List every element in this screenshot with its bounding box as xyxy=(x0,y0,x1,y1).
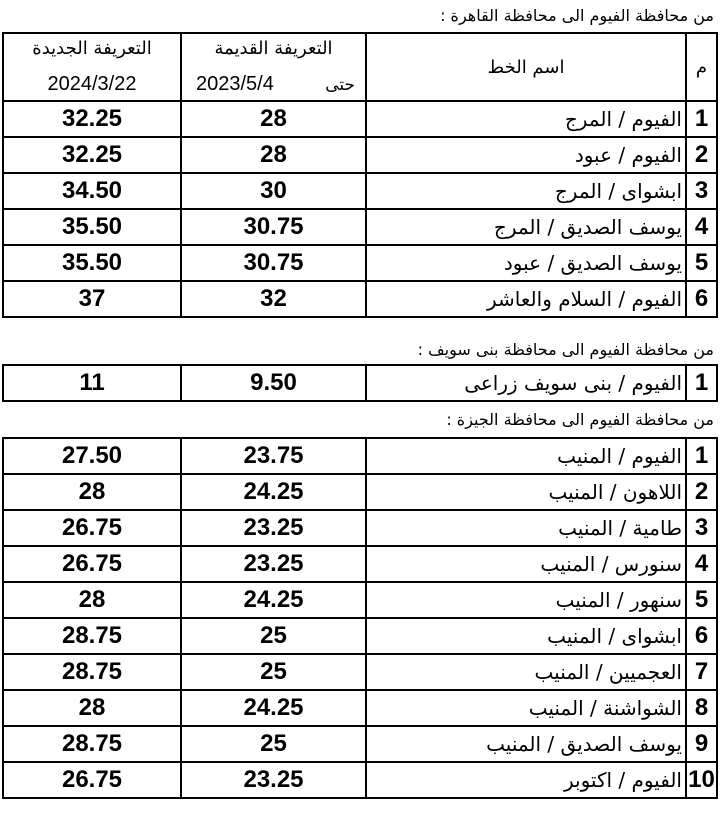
old-fare-cell: 25 xyxy=(181,654,366,690)
line-name-cell: يوسف الصديق / المنيب xyxy=(366,726,686,762)
old-fare-date: 2023/5/4 xyxy=(196,73,274,95)
index-cell: 8 xyxy=(686,690,717,726)
index-cell: 3 xyxy=(686,510,717,546)
old-fare-cell: 30.75 xyxy=(181,245,366,281)
table-row xyxy=(3,618,717,654)
line-name-cell: الفيوم / المرج xyxy=(366,101,686,137)
old-fare-until: حتى xyxy=(325,75,355,95)
line-name-cell: الفيوم / عبود xyxy=(366,137,686,173)
index-cell: 1 xyxy=(686,365,717,401)
old-fare-cell: 30.75 xyxy=(181,209,366,245)
section-caption-cairo: من محافظة الفيوم الى محافظة القاهرة : xyxy=(440,6,714,25)
table-row xyxy=(3,546,717,582)
new-fare-cell: 26.75 xyxy=(3,762,181,798)
old-fare-cell: 23.25 xyxy=(181,762,366,798)
index-cell: 1 xyxy=(686,101,717,137)
line-name-header: اسم الخط xyxy=(366,33,686,101)
line-name-cell: الفيوم / اكتوبر xyxy=(366,762,686,798)
line-name-cell: اللاهون / المنيب xyxy=(366,474,686,510)
table-row xyxy=(3,209,717,245)
index-cell: 5 xyxy=(686,245,717,281)
new-fare-cell: 28 xyxy=(3,690,181,726)
index-header: م xyxy=(686,33,717,101)
new-fare-date: 2024/3/22 xyxy=(47,73,137,95)
index-cell: 4 xyxy=(686,209,717,245)
old-fare-cell: 25 xyxy=(181,726,366,762)
table-row xyxy=(3,245,717,281)
new-fare-cell: 28.75 xyxy=(3,618,181,654)
old-fare-cell: 24.25 xyxy=(181,582,366,618)
new-fare-title: التعريفة الجديدة xyxy=(32,38,152,59)
index-cell: 5 xyxy=(686,582,717,618)
old-fare-cell: 24.25 xyxy=(181,690,366,726)
table-row xyxy=(3,510,717,546)
index-cell: 3 xyxy=(686,173,717,209)
table-row xyxy=(3,173,717,209)
index-cell: 4 xyxy=(686,546,717,582)
index-cell: 6 xyxy=(686,281,717,317)
new-fare-cell: 28.75 xyxy=(3,654,181,690)
table-row xyxy=(3,438,717,474)
new-fare-cell: 35.50 xyxy=(3,245,181,281)
new-fare-cell: 32.25 xyxy=(3,137,181,173)
index-cell: 6 xyxy=(686,618,717,654)
table-row xyxy=(3,137,717,173)
line-name-cell: الفيوم / المنيب xyxy=(366,438,686,474)
table-row xyxy=(3,365,717,401)
index-cell: 7 xyxy=(686,654,717,690)
table-row xyxy=(3,101,717,137)
new-fare-cell: 35.50 xyxy=(3,209,181,245)
line-name-cell: يوسف الصديق / عبود xyxy=(366,245,686,281)
line-name-cell: سنهور / المنيب xyxy=(366,582,686,618)
old-fare-cell: 23.25 xyxy=(181,510,366,546)
old-fare-title: التعريفة القديمة xyxy=(214,38,333,59)
old-fare-cell: 9.50 xyxy=(181,365,366,401)
index-cell: 2 xyxy=(686,474,717,510)
section-caption-beni-suef: من محافظة الفيوم الى محافظة بنى سويف : xyxy=(417,340,714,359)
section-caption-giza: من محافظة الفيوم الى محافظة الجيزة : xyxy=(446,410,714,429)
new-fare-cell: 28 xyxy=(3,474,181,510)
line-name-cell: ابشواى / المنيب xyxy=(366,618,686,654)
index-cell: 10 xyxy=(686,762,717,798)
new-fare-cell: 26.75 xyxy=(3,510,181,546)
new-fare-cell: 34.50 xyxy=(3,173,181,209)
line-name-cell: يوسف الصديق / المرج xyxy=(366,209,686,245)
new-fare-cell: 27.50 xyxy=(3,438,181,474)
index-cell: 9 xyxy=(686,726,717,762)
table-row xyxy=(3,474,717,510)
table-row xyxy=(3,690,717,726)
table-row xyxy=(3,762,717,798)
old-fare-cell: 28 xyxy=(181,137,366,173)
index-cell: 2 xyxy=(686,137,717,173)
table-row xyxy=(3,582,717,618)
line-name-cell: ابشواى / المرج xyxy=(366,173,686,209)
new-fare-header xyxy=(3,33,181,101)
old-fare-cell: 23.75 xyxy=(181,438,366,474)
line-name-cell: الفيوم / السلام والعاشر xyxy=(366,281,686,317)
line-name-cell: العجميين / المنيب xyxy=(366,654,686,690)
new-fare-cell: 32.25 xyxy=(3,101,181,137)
table-row xyxy=(3,654,717,690)
table-row xyxy=(3,281,717,317)
fare-table-giza xyxy=(2,437,718,799)
old-fare-cell: 23.25 xyxy=(181,546,366,582)
new-fare-cell: 28.75 xyxy=(3,726,181,762)
line-name-cell: الفيوم / بنى سويف زراعى xyxy=(366,365,686,401)
new-fare-cell: 11 xyxy=(3,365,181,401)
old-fare-cell: 28 xyxy=(181,101,366,137)
index-cell: 1 xyxy=(686,438,717,474)
line-name-cell: طامية / المنيب xyxy=(366,510,686,546)
table-header-row xyxy=(3,33,717,101)
new-fare-cell: 26.75 xyxy=(3,546,181,582)
line-name-cell: سنورس / المنيب xyxy=(366,546,686,582)
new-fare-cell: 37 xyxy=(3,281,181,317)
line-name-cell: الشواشنة / المنيب xyxy=(366,690,686,726)
old-fare-cell: 24.25 xyxy=(181,474,366,510)
fare-table-beni-suef xyxy=(2,364,718,402)
old-fare-header xyxy=(181,33,366,101)
old-fare-cell: 32 xyxy=(181,281,366,317)
old-fare-cell: 25 xyxy=(181,618,366,654)
old-fare-cell: 30 xyxy=(181,173,366,209)
fare-table-cairo xyxy=(2,32,718,318)
table-row xyxy=(3,726,717,762)
new-fare-cell: 28 xyxy=(3,582,181,618)
